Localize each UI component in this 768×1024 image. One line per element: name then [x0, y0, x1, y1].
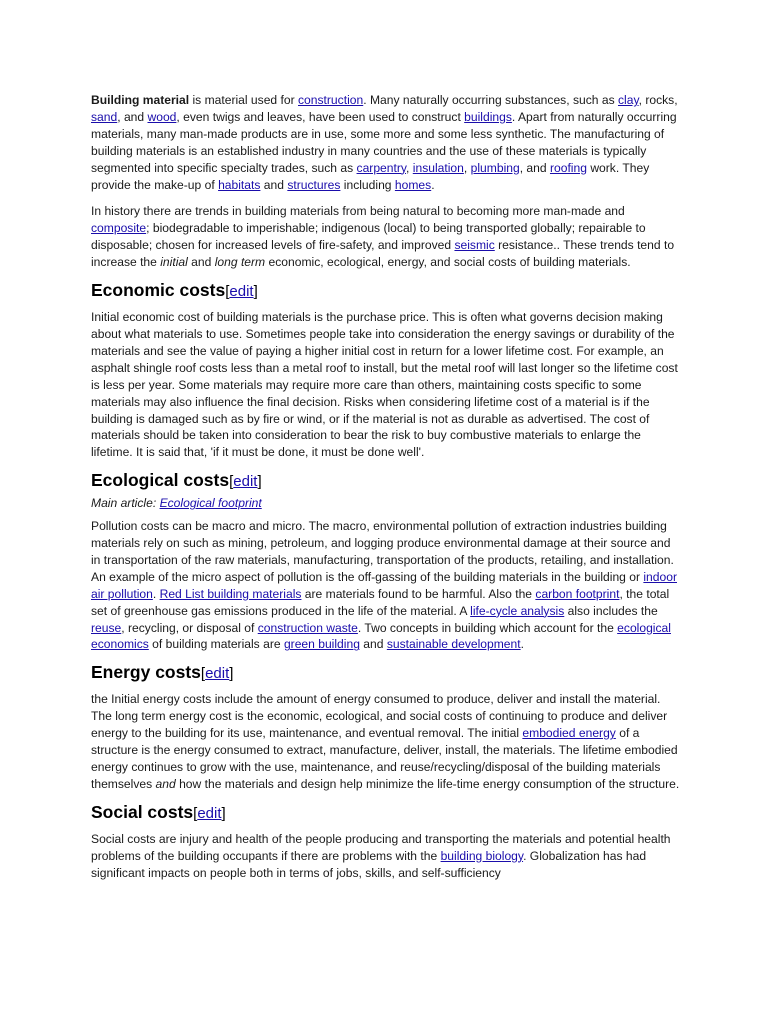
intro-paragraph-1: Building material is material used for construction. Many naturally occurring substances, such as clay, rocks, sand, and wood, even twigs and leaves, have been used to construct buildings. Apart from naturally occurring materials, many man-made products are in use, some more and some less synthetic. The manufacturing of building materials is an established industry in many countries and the use of these materials is typically segmented into specific specialty trades, such as carpentry, insulation, plumbing, and roofing work. They provide the make-up of habitats and structures including homes.: [91, 93, 678, 192]
edit-link[interactable]: edit: [205, 665, 230, 683]
link-seismic[interactable]: seismic: [454, 238, 495, 253]
heading-ecological-costs: Ecological costs[edit]: [91, 470, 262, 491]
link-construction-waste[interactable]: construction waste: [257, 620, 358, 635]
article-body: [91, 92, 681, 882]
ecological-costs-paragraph: Pollution costs can be macro and micro. The macro, environmental pollution of extraction industries building materials rely on such as mining, petroleum, and logging produce environmental damage at their source and in transportation of the raw materials, manufacturing, transportation of the products, retailing, and installation. An example of the micro aspect of pollution is the off-gassing of the building materials in the building or indoor air pollution. Red List building materials are materials found to be harmful. Also the carbon footprint, the total set of greenhouse gas emissions produced in the life of the material. A life-cycle analysis also includes the reuse, recycling, or disposal of construction waste. Two concepts in building which account for the ecological economics of building materials are green building and sustainable development.: [91, 519, 677, 652]
edit-section-ecological: [edit]: [229, 473, 262, 491]
edit-link[interactable]: edit: [233, 473, 258, 491]
link-building-biology[interactable]: building biology: [440, 848, 524, 863]
link-construction[interactable]: construction: [298, 93, 364, 107]
edit-link[interactable]: edit: [229, 283, 254, 301]
intro-paragraph-2: In history there are trends in building materials from being natural to becoming more man-made and composite; biodegradable to imperishable; indigenous (local) to being transported globally; repairable to disposable; chosen for increased levels of fire-safety, and improved seismic resistance.. These trends tend to increase the initial and long term economic, ecological, energy, and social costs of building materials.: [91, 204, 675, 270]
social-costs-paragraph: Social costs are injury and health of the people producing and transporting the materials and potential health problems of the building occupants if there are problems with the building biology. Globalization has had significant impacts on people both in terms of jobs, skills, and self-sufficiency: [91, 831, 671, 880]
link-roofing[interactable]: roofing: [549, 160, 587, 175]
edit-section-economic: [edit]: [225, 283, 258, 301]
link-sand[interactable]: sand: [91, 109, 118, 124]
main-article-note: Main article: Ecological footprint: [91, 496, 262, 511]
heading-energy-costs: Energy costs[edit]: [91, 662, 234, 683]
link-carpentry[interactable]: carpentry: [356, 160, 407, 175]
heading-social-costs: Social costs[edit]: [91, 801, 226, 822]
edit-section-social: [edit]: [193, 804, 226, 822]
link-life-cycle-analysis[interactable]: life-cycle analysis: [470, 603, 565, 618]
link-carbon-footprint[interactable]: carbon footprint: [535, 586, 620, 601]
link-indoor-air-pollution[interactable]: indoor air pollution: [91, 569, 677, 601]
energy-costs-paragraph: the Initial energy costs include the amount of energy consumed to produce, deliver and install the material. The long term energy cost is the economic, ecological, and social costs of continuing to produce and deliver energy to the building for its use, maintenance, and eventual removal. The initial embodied energy of a structure is the energy consumed to extract, manufacture, deliver, install, the materials. The lifetime embodied energy continues to grow with the use, maintenance, and reuse/recycling/disposal of the building materials themselves and how the materials and design help minimize the life-time energy consumption of the structure.: [91, 692, 680, 791]
link-ecological-footprint[interactable]: Ecological footprint: [159, 496, 262, 511]
link-wood[interactable]: wood: [147, 109, 177, 124]
link-sustainable-development[interactable]: sustainable development: [386, 637, 521, 652]
link-plumbing[interactable]: plumbing: [470, 160, 520, 175]
link-insulation[interactable]: insulation: [412, 160, 464, 175]
link-embodied-energy[interactable]: embodied energy: [522, 726, 616, 741]
link-ecological-economics[interactable]: ecological economics: [91, 620, 671, 652]
link-composite[interactable]: composite: [91, 221, 147, 236]
link-clay[interactable]: clay: [617, 93, 639, 107]
link-homes[interactable]: homes: [394, 177, 432, 192]
edit-section-energy: [edit]: [200, 665, 234, 683]
link-structures[interactable]: structures: [287, 177, 341, 192]
link-reuse[interactable]: reuse: [91, 620, 122, 635]
economic-costs-paragraph: Initial economic cost of building materials is the purchase price. This is often what governs decision making about what materials to use. Sometimes people take into consideration the energy savings or durability of the materials and see the value of paying a higher initial cost in return for a lower lifetime cost. For example, an asphalt shingle roof costs less than a metal roof to install, but the metal roof will last longer so the lifetime cost is less per year. Some materials may require more care than others, maintaining costs specific to some materials may also influence the final decision. Risks when considering lifetime cost of a material is if the building is damaged such as by fire or wind, or if the material is not as durable as advertised. The cost of materials should be taken into consideration to bear the risk to buy combustive materials to enlarge the lifetime. It is said that, 'if it must be done, it must be done well'.: [91, 310, 678, 460]
edit-link[interactable]: edit: [197, 804, 222, 822]
link-green-building[interactable]: green building: [283, 637, 360, 652]
link-buildings[interactable]: buildings: [464, 109, 512, 124]
heading-economic-costs: Economic costs[edit]: [91, 280, 258, 301]
link-habitats[interactable]: habitats: [218, 177, 261, 192]
article-subject: Building material: [91, 93, 190, 107]
link-red-list[interactable]: Red List building materials: [159, 586, 302, 601]
